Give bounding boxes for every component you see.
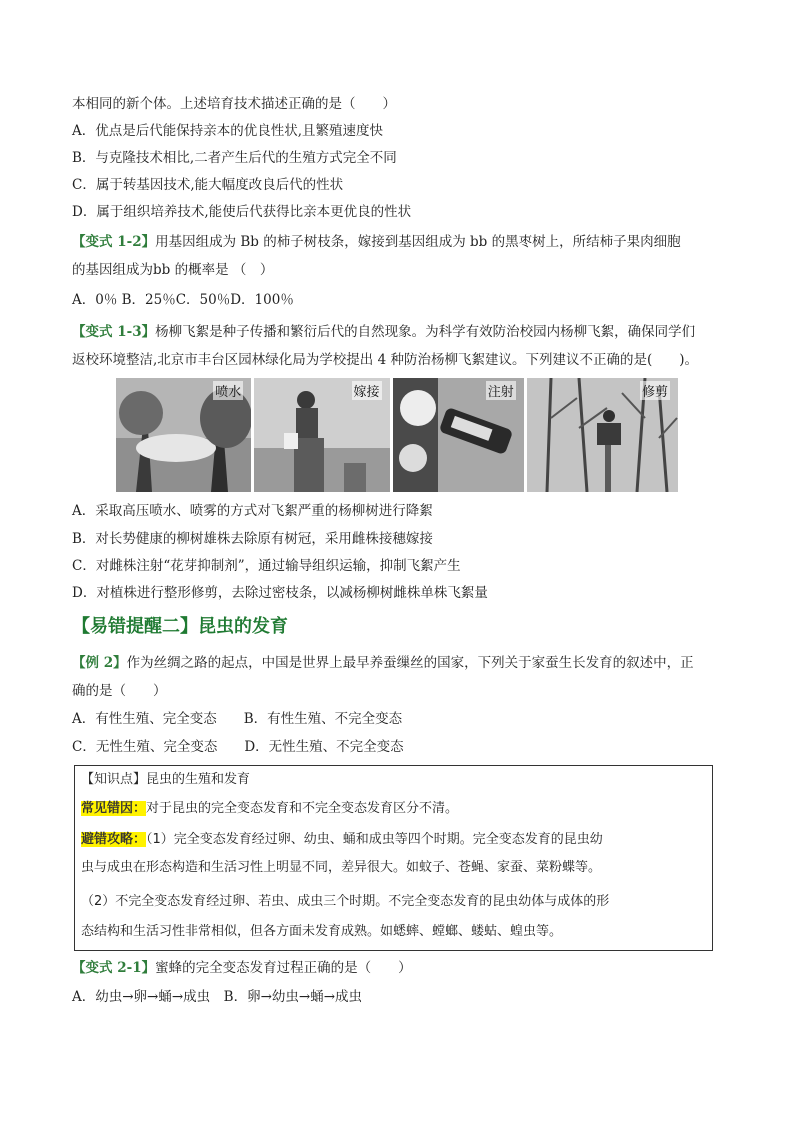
variant-1-3-tag: 【变式 1-3】: [72, 324, 156, 340]
caption-prune: 修剪: [640, 381, 670, 400]
variant-2-1-text: 蜜蜂的完全变态发育过程正确的是（ ）: [155, 960, 412, 976]
variant-1-2-text: 用基因组成为 Bb 的柿子树枝条，嫁接到基因组成为 bb 的黑枣树上，所结柿子果肉细胞: [155, 234, 681, 250]
variant-2-1-tag: 【变式 2-1】: [72, 960, 156, 976]
variant-1-2-tag: 【变式 1-2】: [72, 234, 156, 250]
photo-strip: [116, 378, 678, 492]
variant-1-3-option-a: A．采取高压喷水、喷雾的方式对飞絮严重的杨柳树进行降絮: [72, 503, 433, 519]
example-2-line2: 确的是（ ）: [72, 683, 167, 699]
knowledge-title: 【知识点】昆虫的生殖和发育: [81, 772, 251, 787]
photo-spray: [116, 378, 251, 492]
variant-2-1-options: A．幼虫→卵→蛹→成虫 B．卵→幼虫→蛹→成虫: [72, 989, 363, 1005]
variant-1-2-options: A．0％ B．25％C．50％D．100％: [72, 292, 294, 308]
tip-text1: （1）完全变态发育经过卵、幼虫、蛹和成虫等四个时期。完全变态发育的昆虫幼: [146, 832, 603, 847]
variant-1-3-text: 杨柳飞絮是种子传播和繁衍后代的自然现象。为科学有效防治校园内杨柳飞絮，确保同学们: [155, 324, 696, 340]
variant-1-3-line2: 返校环境整洁,北京市丰台区园林绿化局为学校提出 4 种防治杨柳飞絮建议。下列建议不正确的是( )。: [72, 352, 698, 368]
example-2-line1: [72, 653, 694, 673]
tip-line3: （2）不完全变态发育经过卵、若虫、成虫三个时期。不完全变态发育的昆虫幼体与成体的形: [81, 894, 610, 909]
example-2-text: 作为丝绸之路的起点，中国是世界上最早养蚕缫丝的国家，下列关于家蚕生长发育的叙述中，正: [126, 655, 694, 671]
section-heading: 【易错提醒二】昆虫的发育: [72, 616, 288, 637]
common-error-line: [81, 799, 458, 819]
knowledge-box: [74, 765, 713, 951]
option-c: C．属于转基因技术,能大幅度改良后代的性状: [72, 177, 344, 193]
caption-graft: 嫁接: [352, 381, 382, 400]
variant-1-3-option-c: C．对雌株注射“花芽抑制剂”，通过输导组织运输，抑制飞絮产生: [72, 558, 461, 574]
option-a: A．优点是后代能保持亲本的优良性状,且繁殖速度快: [72, 123, 384, 139]
tip-line4: 态结构和生活习性非常相似，但各方面未发育成熟。如蟋蟀、螳螂、蝼蛄、蝗虫等。: [81, 924, 563, 939]
variant-2-1-line1: [72, 958, 412, 978]
variant-1-2-line1: [72, 232, 681, 252]
question-stem-end: 本相同的新个体。上述培育技术描述正确的是（ ）: [72, 96, 396, 112]
photo-prune: [527, 378, 678, 492]
caption-inject: 注射: [486, 381, 516, 400]
example-2-tag: 【例 2】: [72, 655, 127, 671]
tip-label: 避错攻略：: [81, 832, 147, 847]
photo-graft: [254, 378, 389, 492]
variant-1-3-option-d: D．对植株进行整形修剪，去除过密枝条，以减杨柳树雌株单株飞絮量: [72, 585, 488, 601]
option-d: D．属于组织培养技术,能使后代获得比亲本更优良的性状: [72, 204, 412, 220]
example-2-options-row1: A．有性生殖、完全变态 B．有性生殖、不完全变态: [72, 711, 403, 727]
tip-line1: [81, 830, 603, 850]
variant-1-3-line1: [72, 322, 695, 342]
common-error-text: 对于昆虫的完全变态发育和不完全变态发育区分不清。: [146, 801, 459, 816]
photo-inject: [393, 378, 524, 492]
option-b: B．与克隆技术相比,二者产生后代的生殖方式完全不同: [72, 150, 397, 166]
common-error-label: 常见错因：: [81, 801, 147, 816]
variant-1-3-option-b: B．对长势健康的柳树雄株去除原有树冠，采用雌株接穗嫁接: [72, 531, 433, 547]
example-2-options-row2: C．无性生殖、完全变态 D．无性生殖、不完全变态: [72, 739, 404, 755]
tip-line2: 虫与成虫在形态构造和生活习性上明显不同，差异很大。如蚊子、苍蝇、家蚕、菜粉蝶等。: [81, 860, 602, 875]
variant-1-2-line2: 的基因组成为bb 的概率是 （ ）: [72, 262, 274, 278]
caption-spray: 喷水: [213, 381, 243, 400]
